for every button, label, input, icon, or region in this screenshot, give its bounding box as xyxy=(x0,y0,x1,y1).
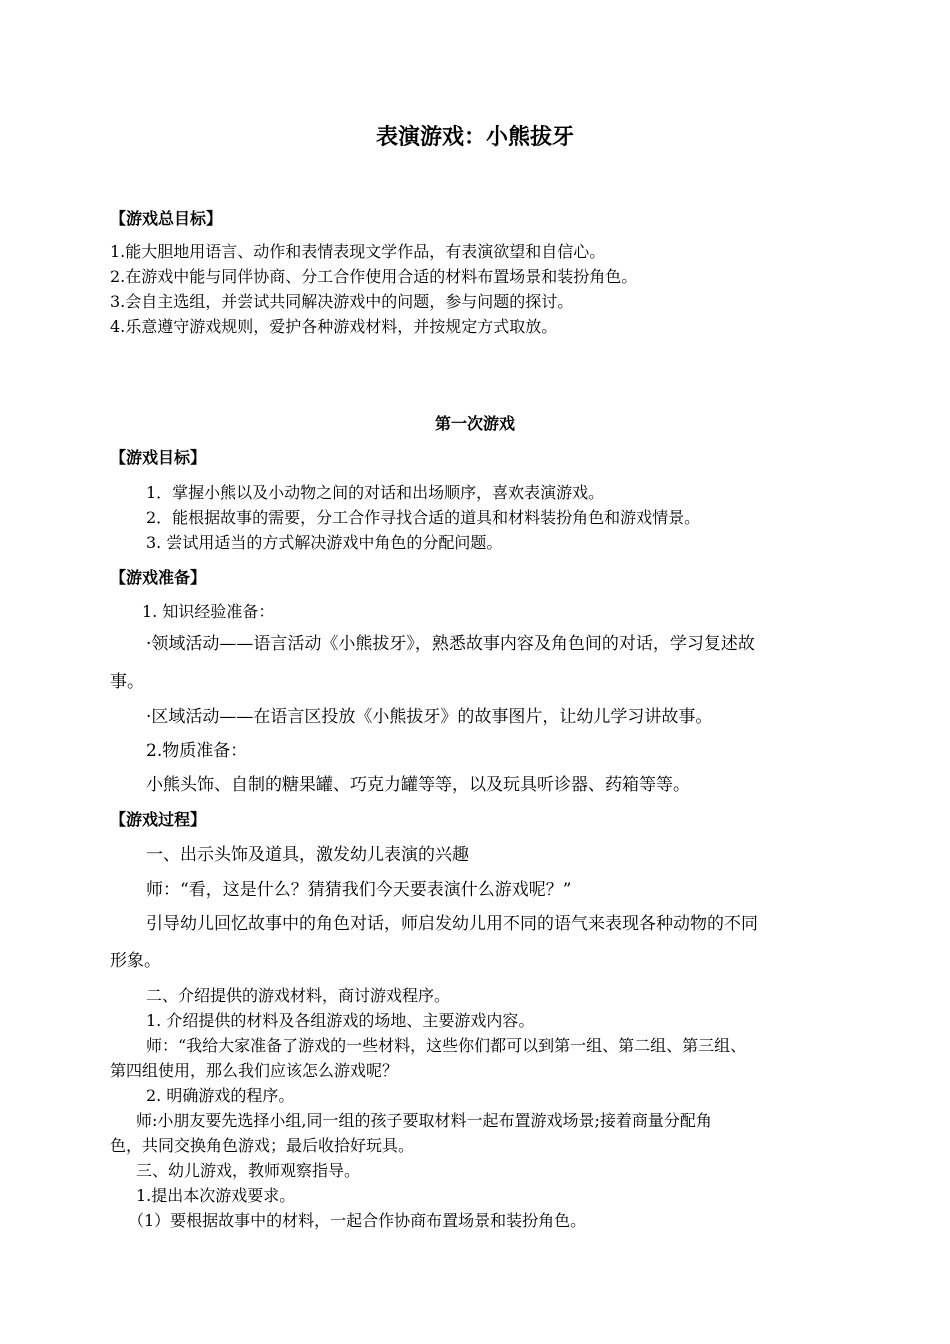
game-goal-item: 1．掌握小熊以及小动物之间的对话和出场顺序，喜欢表演游戏。 xyxy=(146,483,605,502)
process-step3-item: 1.提出本次游戏要求。 xyxy=(136,1186,296,1205)
process-step3-subitem: （1）要根据故事中的材料，一起合作协商布置场景和装扮角色。 xyxy=(128,1211,587,1230)
process-step1-guide: 引导幼儿回忆故事中的角色对话，师启发幼儿用不同的语气来表现各种动物的不同 xyxy=(146,914,758,934)
prep-bullet-domain-activity-cont: 事。 xyxy=(110,672,144,692)
process-step2-title: 二、介绍提供的游戏材料，商讨游戏程序。 xyxy=(146,986,451,1005)
process-step2-item: 1. 介绍提供的材料及各组游戏的场地、主要游戏内容。 xyxy=(146,1011,535,1030)
overall-goal-item: 2.在游戏中能与同伴协商、分工合作使用合适的材料布置场景和装扮角色。 xyxy=(110,267,638,286)
game-goals-heading: 【游戏目标】 xyxy=(110,448,207,467)
game-goal-item: 2．能根据故事的需要，分工合作寻找合适的道具和材料装扮角色和游戏情景。 xyxy=(146,508,701,527)
prep-bullet-domain-activity: ·领域活动——语言活动《小熊拔牙》，熟悉故事内容及角色间的对话，学习复述故 xyxy=(146,634,755,654)
process-step2-quote: 师：“我给大家准备了游戏的一些材料，这些你们都可以到第一组、第二组、第三组、 xyxy=(146,1036,747,1055)
page-title: 表演游戏：小熊拔牙 xyxy=(375,124,574,150)
process-step1-quote: 师：“看，这是什么？猜猜我们今天要表演什么游戏呢？” xyxy=(146,880,572,900)
game-goal-item: 3. 尝试用适当的方式解决游戏中角色的分配问题。 xyxy=(146,533,503,552)
process-step1-title: 一、出示头饰及道具，激发幼儿表演的兴趣 xyxy=(146,845,469,865)
overall-goals-heading: 【游戏总目标】 xyxy=(110,209,223,228)
game-process-heading: 【游戏过程】 xyxy=(110,810,207,829)
process-step3-title: 三、幼儿游戏，教师观察指导。 xyxy=(136,1161,361,1180)
section-title-first-game: 第一次游戏 xyxy=(434,414,515,433)
process-step2-quote-cont: 第四组使用，那么我们应该怎么游戏呢？ xyxy=(110,1061,399,1080)
process-step2-teacher-cont: 色，共同交换角色游戏；最后收拾好玩具。 xyxy=(110,1136,415,1155)
prep-bullet-area-activity: ·区域活动——在语言区投放《小熊拔牙》的故事图片，让幼儿学习讲故事。 xyxy=(146,707,713,727)
overall-goal-item: 3.会自主选组，并尝试共同解决游戏中的问题，参与问题的探讨。 xyxy=(110,292,574,311)
material-prep-label: 2.物质准备： xyxy=(146,741,248,761)
game-preparation-heading: 【游戏准备】 xyxy=(110,568,207,587)
process-step2-teacher: 师:小朋友要先选择小组,同一组的孩子要取材料一起布置游戏场景;接着商量分配角 xyxy=(136,1111,712,1130)
knowledge-prep-label: 1. 知识经验准备： xyxy=(142,602,275,621)
process-step1-guide-cont: 形象。 xyxy=(110,951,161,971)
process-step2-item: 2. 明确游戏的程序。 xyxy=(146,1086,295,1105)
overall-goal-item: 1.能大胆地用语言、动作和表情表现文学作品，有表演欲望和自信心。 xyxy=(110,242,606,261)
material-prep-text: 小熊头饰、自制的糖果罐、巧克力罐等等，以及玩具听诊器、药箱等等。 xyxy=(146,775,690,795)
overall-goal-item: 4.乐意遵守游戏规则，爱护各种游戏材料，并按规定方式取放。 xyxy=(110,317,558,336)
